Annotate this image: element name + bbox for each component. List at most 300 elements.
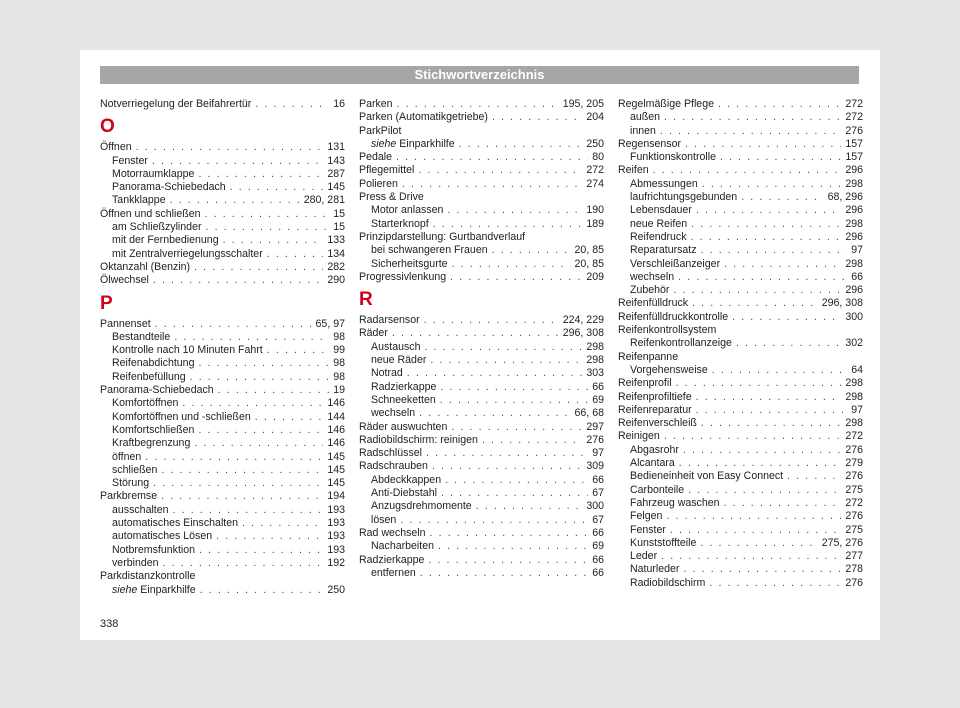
dot-leader [476,500,583,513]
index-subentry [100,155,345,168]
entry-label: Parkdistanzkontrolle [100,570,196,583]
index-subentry [359,218,604,231]
entry-page: 145 [327,477,345,490]
entry-label [112,411,251,424]
entry-page: 80 [592,151,604,164]
entry-text: Austausch [371,340,421,353]
index-subentry [100,248,345,261]
entry-text: Reifenfülldruckkontrolle [618,310,729,323]
entry-page: 194 [327,490,345,503]
index-subentry [359,381,604,394]
entry-page: 250 [586,137,604,150]
entry-label [100,141,132,154]
entry-label [112,181,226,194]
index-heading [618,351,863,364]
dot-leader [653,164,842,177]
entry-text: wechseln [371,407,416,420]
dot-leader [242,517,323,530]
entry-text: Störung [112,477,150,490]
entry-label: Reifenpanne [618,350,679,363]
entry-label [100,261,190,274]
dot-leader [392,327,559,340]
entry-text: Kraftbegrenzung [112,437,191,450]
entry-label [112,544,195,557]
entry-page: 157 [845,137,863,150]
index-entry [100,141,345,154]
index-entry [359,554,604,567]
entry-page: 296, 308 [821,297,863,310]
index-entry [359,178,604,191]
dot-leader [430,354,582,367]
index-entry [618,138,863,151]
entry-page: 97 [851,244,863,257]
entry-page: 131 [327,141,345,154]
dot-leader [673,284,841,297]
dot-leader [440,381,588,394]
entry-label [630,563,679,576]
entry-page: 204 [586,111,604,124]
entry-label [112,331,170,344]
entry-text: Öffnen [100,141,132,154]
entry-label [630,231,687,244]
entry-text: Komfortschließen [112,423,195,436]
dot-leader [397,98,559,111]
index-subentry [359,567,604,580]
entry-label [630,444,679,457]
entry-page: 146 [327,423,345,436]
entry-page: 66 [592,526,604,539]
entry-label [371,394,436,407]
entry-label [630,111,660,124]
entry-text: Fenster [112,154,148,167]
entry-page: 272 [845,430,863,443]
dot-leader [676,377,842,390]
entry-label [112,557,159,570]
entry-text: Kontrolle nach 10 Minuten Fahrt [112,344,263,357]
entry-page: 296 [845,284,863,297]
entry-label [618,138,681,151]
entry-page: 157 [845,151,863,164]
index-subentry [100,464,345,477]
entry-label [100,318,151,331]
dot-leader [701,417,841,430]
entry-label [359,421,447,434]
index-entry [618,311,863,324]
entry-page: 192 [327,556,345,569]
index-subentry [100,437,345,450]
entry-text: Starterknopf [371,217,429,230]
dot-leader [152,155,323,168]
entry-text: ausschalten [112,503,169,516]
entry-label [618,417,697,430]
entry-label [618,404,692,417]
entry-page: 193 [327,517,345,530]
index-subentry [100,357,345,370]
entry-page: 68, 296 [827,191,863,204]
entry-text: Reifenkontrollanzeige [630,337,732,350]
entry-text: Reifenfülldruck [618,297,689,310]
entry-page: 298 [586,354,604,367]
index-subentry [100,424,345,437]
dot-leader [670,524,841,537]
dot-leader [691,231,842,244]
dot-leader [161,490,323,503]
dot-leader [153,477,323,490]
entry-page: 98 [333,330,345,343]
entry-text: Regensensor [618,137,682,150]
entry-text: bei schwangeren Frauen [371,244,488,257]
dot-leader [194,437,323,450]
entry-label [371,367,403,380]
entry-label [371,204,443,217]
index-entry [618,377,863,390]
entry-label [630,470,783,483]
index-subentry [618,244,863,257]
section-letter: O [100,116,115,138]
index-entry [618,430,863,443]
entry-page: 298 [845,217,863,230]
index-subentry [618,470,863,483]
index-subentry [359,407,604,420]
entry-text: verbinden [112,556,159,569]
entry-label [112,437,190,450]
entry-page: 274 [586,177,604,190]
index-subentry [100,181,345,194]
dot-leader [218,384,330,397]
entry-label [112,477,149,490]
entry-page: 146 [327,437,345,450]
entry-page: 303 [586,367,604,380]
dot-leader [419,407,570,420]
dot-leader [400,514,588,527]
index-subentry [359,354,604,367]
entry-text: automatisches Einschalten [112,517,239,530]
dot-leader [420,567,588,580]
entry-page: 20, 85 [574,257,604,270]
entry-label [630,364,708,377]
entry-text: Reifendruck [630,230,687,243]
index-entry [618,391,863,404]
entry-page: 272 [845,496,863,509]
entry-page: 69 [592,393,604,406]
index-subentry [359,367,604,380]
entry-text: Komfortöffnen [112,397,179,410]
entry-page: 66 [592,380,604,393]
entry-label [630,204,692,217]
dot-leader [230,181,324,194]
dot-leader [426,447,588,460]
entry-label [112,464,157,477]
entry-page: 272 [845,111,863,124]
entry-text: Felgen [630,510,663,523]
entry-text: Reinigen [618,430,660,443]
entry-label [371,514,396,527]
entry-text: Regelmäßige Pflege [618,98,714,110]
dot-leader [679,457,842,470]
entry-page: 287 [327,167,345,180]
index-subentry [618,191,863,204]
index-subentry [618,258,863,271]
dot-leader [402,178,582,191]
entry-text: automatisches Lösen [112,530,213,543]
entry-label [630,258,720,271]
entry-page: 275, 276 [821,536,863,549]
entry-text: Fenster [630,523,666,536]
entry-text: Pannenset [100,317,151,330]
entry-page: 66 [851,270,863,283]
index-subentry [359,204,604,217]
dot-leader [418,164,582,177]
entry-text: Parken [359,98,393,110]
dot-leader [736,337,841,350]
entry-label [371,540,434,553]
index-subentry [100,371,345,384]
dot-leader [199,544,323,557]
dot-leader [433,218,583,231]
entry-text: neue Reifen [630,217,688,230]
entry-text: Reifenprofiltiefe [618,390,692,403]
index-subentry [618,563,863,576]
entry-page: 195, 205 [562,98,604,110]
entry-label [112,397,178,410]
dot-leader [440,394,588,407]
entry-label [630,244,697,257]
dot-leader [724,258,841,271]
entry-page: 99 [333,344,345,357]
entry-label [112,371,186,384]
entry-text: Rad wechseln [359,526,426,539]
entry-text: Anti-Diebstahl [371,487,437,500]
dot-leader [712,364,847,377]
entry-page: 97 [592,447,604,460]
entry-label: Press & Drive [359,191,424,204]
entry-text: Reifenbefüllung [112,370,186,383]
entry-page: 98 [333,357,345,370]
dot-leader [678,271,847,284]
index-heading [359,191,604,204]
entry-text: Pflegemittel [359,164,415,177]
dot-leader [194,261,323,274]
entry-label [359,151,392,164]
dot-leader [718,98,841,111]
dot-leader [430,527,589,540]
entry-page: 298 [586,340,604,353]
dot-leader [190,371,330,384]
entry-label [371,474,441,487]
dot-leader [724,497,842,510]
entry-page: 279 [845,457,863,470]
entry-text: Parken (Automatikgetriebe) [359,111,488,124]
entry-label [100,274,149,287]
entry-page: 97 [851,403,863,416]
index-entry [618,164,863,177]
index-subentry [359,138,604,151]
entry-page: 272 [586,164,604,177]
entry-label [112,584,196,597]
entry-page: 134 [327,247,345,260]
entry-page: 275 [845,483,863,496]
entry-page: 290 [327,274,345,287]
entry-page: 64 [851,363,863,376]
index-entry [618,404,863,417]
see-reference: siehe [371,137,397,150]
entry-label [359,447,422,460]
entry-text: Reifen [618,164,649,177]
entry-text: Notrad [371,367,403,380]
dot-leader [198,424,323,437]
entry-page: 298 [845,177,863,190]
entry-text: Reifenverschleiß [618,417,697,430]
entry-text: am Schließzylinder [112,221,202,234]
entry-label [359,164,414,177]
entry-page: 146 [327,397,345,410]
index-subentry [359,258,604,271]
index-subentry [100,344,345,357]
entry-page: 275 [845,523,863,536]
section-letter: P [100,292,113,314]
entry-label [630,178,698,191]
index-entry [100,274,345,287]
entry-page: 143 [327,154,345,167]
index-subentry [100,477,345,490]
index-entry [100,208,345,221]
entry-label [630,510,662,523]
entry-text: Pedale [359,151,392,164]
entry-page: 66 [592,566,604,579]
entry-label [112,168,194,181]
entry-text: Motor anlassen [371,204,444,217]
entry-text: Reparatursatz [630,244,697,257]
entry-label [112,517,238,530]
entry-label [630,271,674,284]
entry-label [371,407,415,420]
see-reference: siehe [112,583,138,596]
dot-leader [696,204,841,217]
index-column-2 [359,98,604,580]
entry-page: 19 [333,384,345,397]
entry-page: 145 [327,463,345,476]
dot-leader [206,221,330,234]
entry-label [359,527,426,540]
entry-text: Radzierkappe [359,553,425,566]
dot-leader [445,474,588,487]
index-column-1 [100,98,345,597]
index-entry [359,314,604,327]
dot-leader [664,430,841,443]
dot-leader [441,487,588,500]
index-subentry [100,194,345,207]
index-subentry [359,487,604,500]
dot-leader [432,460,582,473]
dot-leader [428,554,588,567]
entry-page: 278 [845,563,863,576]
dot-leader [660,125,841,138]
entry-label [371,138,455,151]
dot-leader [255,98,329,111]
index-subentry [618,497,863,510]
index-entry [618,297,863,310]
dot-leader [482,434,582,447]
entry-page: 302 [845,337,863,350]
index-subentry [618,577,863,590]
entry-text: Radzierkappe [371,380,437,393]
entry-text: Einparkhilfe [399,137,455,150]
entry-label [112,451,141,464]
entry-text: Radarsensor [359,314,420,327]
dot-leader [267,344,329,357]
dot-leader [720,151,841,164]
index-subentry [618,337,863,350]
entry-text: Notverriegelung der Beifahrertür [100,98,252,110]
index-subentry [100,451,345,464]
entry-page: 296 [845,204,863,217]
entry-text: Progressivlenkung [359,270,447,283]
dot-leader [459,138,583,151]
index-entry [359,434,604,447]
entry-label: Prinzipdarstellung: Gurtbandverlauf [359,230,526,243]
entry-text: Alcantara [630,457,675,470]
dot-leader [161,464,323,477]
index-entry [359,111,604,124]
dot-leader [155,318,312,331]
entry-text: Ölwechsel [100,274,149,287]
entry-text: Zubehör [630,284,670,297]
entry-label [371,341,420,354]
dot-leader [182,397,323,410]
dot-leader [741,191,823,204]
entry-page: 277 [845,550,863,563]
dot-leader [163,557,324,570]
index-subentry [618,178,863,191]
entry-text: Naturleder [630,563,680,576]
entry-text: neue Räder [371,354,427,367]
entry-label [630,577,705,590]
entry-label [112,530,212,543]
entry-page: 193 [327,530,345,543]
entry-text: Motorraumklappe [112,167,195,180]
entry-page: 15 [333,221,345,234]
entry-text: Polieren [359,177,398,190]
dot-leader [396,151,588,164]
entry-page: 300 [845,310,863,323]
entry-label [359,327,388,340]
index-subentry [618,151,863,164]
dot-leader [145,451,323,464]
entry-label [100,490,157,503]
entry-text: Radiobildschirm [630,576,706,589]
entry-label [618,311,728,324]
index-subentry [100,331,345,344]
index-subentry [100,411,345,424]
entry-label [112,194,166,207]
entry-text: laufrichtungsgebunden [630,191,738,204]
entry-page: 276 [845,576,863,589]
index-subentry [618,125,863,138]
index-subentry [359,244,604,257]
index-entry [618,417,863,430]
index-subentry [618,204,863,217]
entry-text: Carbonteile [630,483,685,496]
entry-page: 193 [327,503,345,516]
dot-leader [452,258,571,271]
entry-label [630,524,666,537]
index-entry [359,460,604,473]
dot-leader [450,271,582,284]
entry-text: Abmessungen [630,177,698,190]
entry-label [359,460,428,473]
index-entry [359,151,604,164]
entry-page: 272 [845,98,863,110]
